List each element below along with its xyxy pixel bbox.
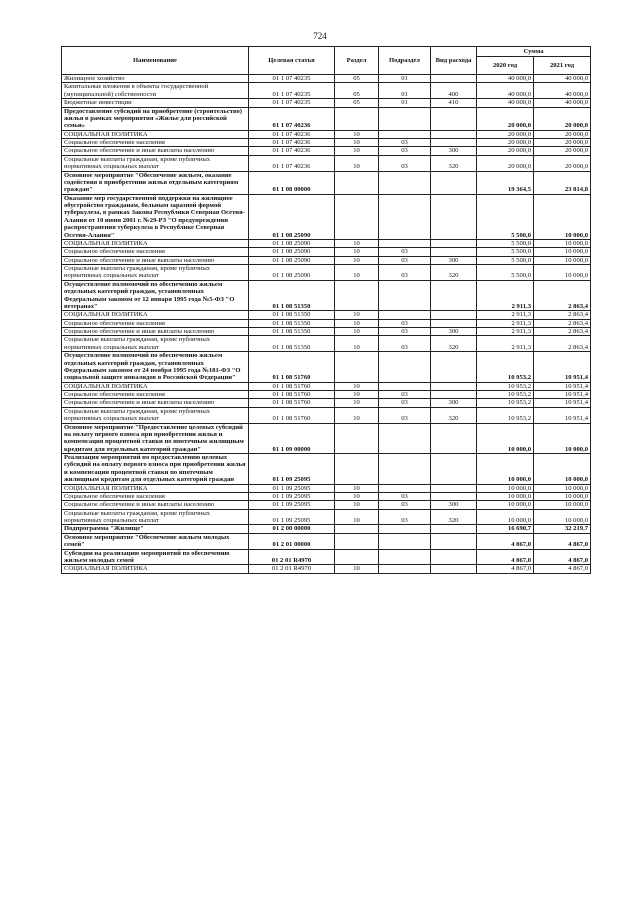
table-row — [62, 407, 591, 423]
row-amount-2021: 10 000,0 — [534, 248, 591, 256]
row-name: Жилищное хозяйство — [62, 75, 249, 83]
row-target-article: 01 1 09 25095 — [249, 501, 335, 509]
table-row — [62, 484, 591, 492]
row-amount-2020: 5 500,0 — [477, 194, 534, 239]
table-row — [62, 399, 591, 407]
row-amount-2020: 20 000,0 — [477, 130, 534, 138]
row-subsection — [379, 565, 431, 573]
row-amount-2020: 10 000,0 — [477, 454, 534, 485]
row-subsection: 03 — [379, 265, 431, 281]
row-expense-type — [431, 139, 477, 147]
row-section: 10 — [335, 155, 379, 171]
row-amount-2020: 5 500,0 — [477, 248, 534, 256]
row-expense-type — [431, 352, 477, 383]
row-name: Социальные выплаты гражданам, кроме публичных нормативных социальных выплат — [62, 336, 249, 352]
row-expense-type — [431, 382, 477, 390]
row-subsection: 03 — [379, 509, 431, 525]
row-expense-type — [431, 75, 477, 83]
table-row — [62, 75, 591, 83]
row-name: СОЦИАЛЬНАЯ ПОЛИТИКА — [62, 239, 249, 247]
row-name: Социальные выплаты гражданам, кроме публичных нормативных социальных выплат — [62, 265, 249, 281]
row-target-article: 01 1 09 25095 — [249, 454, 335, 485]
table-row — [62, 83, 591, 99]
row-section: 10 — [335, 147, 379, 155]
row-section — [335, 549, 379, 565]
row-expense-type — [431, 525, 477, 533]
row-expense-type: 320 — [431, 336, 477, 352]
row-target-article: 01 1 07 40236 — [249, 139, 335, 147]
table-row — [62, 501, 591, 509]
row-amount-2020: 2 911,3 — [477, 328, 534, 336]
row-target-article: 01 1 07 40236 — [249, 147, 335, 155]
table-row — [62, 280, 591, 311]
row-section — [335, 280, 379, 311]
row-expense-type — [431, 311, 477, 319]
row-expense-type — [431, 391, 477, 399]
row-section: 10 — [335, 336, 379, 352]
row-subsection: 03 — [379, 407, 431, 423]
table-row — [62, 319, 591, 327]
row-target-article: 01 1 09 25095 — [249, 509, 335, 525]
row-amount-2020: 10 953,2 — [477, 391, 534, 399]
row-expense-type: 300 — [431, 328, 477, 336]
row-section: 10 — [335, 391, 379, 399]
row-name: Предоставление субсидий на приобретение (строительство) жилья в рамках мероприятия «Жилье для российской семьи» — [62, 107, 249, 130]
row-expense-type — [431, 239, 477, 247]
row-target-article: 01 1 08 51350 — [249, 311, 335, 319]
row-amount-2020: 2 911,3 — [477, 336, 534, 352]
row-amount-2021: 10 000,0 — [534, 423, 591, 454]
row-subsection: 03 — [379, 248, 431, 256]
table-row — [62, 130, 591, 138]
row-amount-2020: 40 000,0 — [477, 75, 534, 83]
row-amount-2021: 32 219,7 — [534, 525, 591, 533]
row-name: Социальное обеспечение населения — [62, 319, 249, 327]
row-amount-2020: 10 000,0 — [477, 423, 534, 454]
row-target-article: 01 1 08 00000 — [249, 171, 335, 194]
table-row — [62, 454, 591, 485]
row-section: 10 — [335, 382, 379, 390]
row-name: Социальное обеспечение и иные выплаты населению — [62, 399, 249, 407]
row-amount-2021: 10 951,4 — [534, 399, 591, 407]
table-row — [62, 423, 591, 454]
row-amount-2020: 10 000,0 — [477, 501, 534, 509]
row-amount-2020: 16 690,7 — [477, 525, 534, 533]
row-subsection — [379, 423, 431, 454]
table-row — [62, 525, 591, 533]
row-amount-2021: 10 951,4 — [534, 391, 591, 399]
row-section: 10 — [335, 328, 379, 336]
row-amount-2021: 2 863,4 — [534, 336, 591, 352]
row-subsection — [379, 171, 431, 194]
row-name: Основное мероприятие "Предоставление целевых субсидий на оплату первого взноса при приобретении жилья и компенсация процентной ставки по ипотечным жилищным кредитам для отдельных категорий граждан" — [62, 423, 249, 454]
row-expense-type — [431, 533, 477, 549]
row-amount-2021: 2 863,4 — [534, 319, 591, 327]
row-section — [335, 533, 379, 549]
row-subsection: 03 — [379, 256, 431, 264]
row-subsection — [379, 311, 431, 319]
header-target-article: Целевая статья — [249, 47, 335, 75]
row-target-article: 01 1 08 51350 — [249, 336, 335, 352]
row-target-article: 01 1 08 25090 — [249, 256, 335, 264]
row-name: Осуществление полномочий по обеспечению жильем отдельных категорий граждан, установленных Федеральным законом от 24 ноября 1995 года №181-ФЗ "О социальной защите инвалидов в Российской Федерации" — [62, 352, 249, 383]
row-section — [335, 525, 379, 533]
table-row — [62, 352, 591, 383]
row-subsection — [379, 280, 431, 311]
row-subsection — [379, 533, 431, 549]
row-amount-2020: 5 500,0 — [477, 239, 534, 247]
row-expense-type: 410 — [431, 99, 477, 107]
row-name: СОЦИАЛЬНАЯ ПОЛИТИКА — [62, 311, 249, 319]
row-name: Субсидии на реализацию мероприятий по обеспечению жильем молодых семей — [62, 549, 249, 565]
row-subsection — [379, 382, 431, 390]
row-amount-2020: 40 000,0 — [477, 83, 534, 99]
table-row — [62, 248, 591, 256]
row-expense-type — [431, 319, 477, 327]
row-amount-2020: 40 000,0 — [477, 99, 534, 107]
table-row — [62, 171, 591, 194]
header-section: Раздел — [335, 47, 379, 75]
row-amount-2020: 10 953,2 — [477, 399, 534, 407]
row-subsection: 03 — [379, 319, 431, 327]
row-subsection: 03 — [379, 391, 431, 399]
row-expense-type: 300 — [431, 147, 477, 155]
row-subsection: 01 — [379, 83, 431, 99]
row-amount-2020: 2 911,3 — [477, 280, 534, 311]
row-amount-2021: 10 951,4 — [534, 352, 591, 383]
row-section: 10 — [335, 319, 379, 327]
row-amount-2020: 2 911,3 — [477, 319, 534, 327]
row-target-article: 01 1 08 51350 — [249, 319, 335, 327]
table-row — [62, 107, 591, 130]
row-target-article: 01 1 08 25090 — [249, 265, 335, 281]
row-subsection: 01 — [379, 75, 431, 83]
row-expense-type — [431, 248, 477, 256]
row-target-article: 01 1 07 40236 — [249, 107, 335, 130]
table-row — [62, 549, 591, 565]
table-row — [62, 565, 591, 573]
row-subsection: 03 — [379, 139, 431, 147]
row-subsection: 03 — [379, 336, 431, 352]
row-amount-2021: 10 000,0 — [534, 492, 591, 500]
row-section: 10 — [335, 492, 379, 500]
row-expense-type — [431, 280, 477, 311]
row-amount-2021: 10 000,0 — [534, 265, 591, 281]
row-section: 05 — [335, 99, 379, 107]
row-amount-2020: 10 000,0 — [477, 509, 534, 525]
row-target-article: 01 2 01 R4970 — [249, 565, 335, 573]
row-expense-type — [431, 423, 477, 454]
row-amount-2021: 2 863,4 — [534, 311, 591, 319]
row-section: 10 — [335, 256, 379, 264]
row-amount-2020: 10 000,0 — [477, 484, 534, 492]
row-section — [335, 454, 379, 485]
row-amount-2021: 20 000,0 — [534, 139, 591, 147]
page-number: 724 — [313, 31, 327, 41]
row-amount-2021: 4 867,0 — [534, 533, 591, 549]
row-amount-2020: 4 867,0 — [477, 549, 534, 565]
row-amount-2020: 10 953,2 — [477, 352, 534, 383]
row-name: Социальное обеспечение и иные выплаты населению — [62, 256, 249, 264]
budget-table — [61, 46, 591, 574]
header-expense-type: Вид расхода — [431, 47, 477, 75]
row-target-article: 01 2 01 R4970 — [249, 549, 335, 565]
table-row — [62, 139, 591, 147]
row-subsection: 03 — [379, 147, 431, 155]
table-row — [62, 509, 591, 525]
row-section: 10 — [335, 248, 379, 256]
table-row — [62, 533, 591, 549]
row-subsection — [379, 454, 431, 485]
row-expense-type: 320 — [431, 407, 477, 423]
header-subsection: Подраздел — [379, 47, 431, 75]
row-expense-type: 300 — [431, 256, 477, 264]
row-amount-2020: 20 000,0 — [477, 139, 534, 147]
row-amount-2021: 10 000,0 — [534, 509, 591, 525]
row-name: Основное мероприятие "Обеспечение жильем, оказание содействия в приобретении жилья отдельным категориям граждан" — [62, 171, 249, 194]
row-amount-2020: 20 000,0 — [477, 107, 534, 130]
row-amount-2021: 10 951,4 — [534, 382, 591, 390]
row-amount-2021: 20 000,0 — [534, 107, 591, 130]
row-section — [335, 107, 379, 130]
row-section — [335, 423, 379, 454]
row-name: Оказание мер государственной поддержки на жилищное обустройство гражданам, больным заразной формой туберкулеза, в рамках Закона Республики Северная Осетия-Алания от 10 июня 2001 г. №29-РЗ "О предупреждении распространения туберкулеза в Республике Северная Осетия-Алания" — [62, 194, 249, 239]
row-name: СОЦИАЛЬНАЯ ПОЛИТИКА — [62, 130, 249, 138]
row-subsection: 03 — [379, 501, 431, 509]
row-target-article: 01 1 07 40235 — [249, 99, 335, 107]
row-subsection — [379, 484, 431, 492]
table-row — [62, 391, 591, 399]
row-section: 10 — [335, 509, 379, 525]
row-target-article: 01 1 08 51760 — [249, 352, 335, 383]
row-target-article: 01 1 08 51760 — [249, 382, 335, 390]
row-expense-type — [431, 107, 477, 130]
row-amount-2020: 2 911,3 — [477, 311, 534, 319]
row-name: Осуществление полномочий по обеспечению жильем отдельных категорий граждан, установленных Федеральным законом от 12 января 1995 года №5-ФЗ "О ветеранах" — [62, 280, 249, 311]
row-amount-2021: 2 863,4 — [534, 280, 591, 311]
row-name: Социальные выплаты гражданам, кроме публичных нормативных социальных выплат — [62, 509, 249, 525]
row-section: 10 — [335, 239, 379, 247]
row-name: Социальное обеспечение и иные выплаты населению — [62, 501, 249, 509]
table-row — [62, 147, 591, 155]
row-target-article: 01 1 07 40236 — [249, 130, 335, 138]
row-subsection — [379, 352, 431, 383]
row-expense-type: 400 — [431, 83, 477, 99]
row-amount-2021: 2 863,4 — [534, 328, 591, 336]
row-expense-type — [431, 492, 477, 500]
row-expense-type — [431, 171, 477, 194]
row-section: 10 — [335, 399, 379, 407]
header-sum: Сумма — [477, 47, 591, 57]
table-row — [62, 311, 591, 319]
row-subsection — [379, 194, 431, 239]
row-amount-2021: 10 000,0 — [534, 454, 591, 485]
row-expense-type — [431, 565, 477, 573]
row-target-article: 01 1 08 25090 — [249, 248, 335, 256]
row-name: Реализация мероприятий по предоставлению целевых субсидий на оплату первого взноса при приобретении жилья и компенсации процентной ставки по ипотечным жилищным кредитам для отдельных категорий граждан — [62, 454, 249, 485]
row-amount-2020: 5 500,0 — [477, 256, 534, 264]
row-amount-2021: 20 000,0 — [534, 130, 591, 138]
row-target-article: 01 1 09 25095 — [249, 492, 335, 500]
row-amount-2021: 10 951,4 — [534, 407, 591, 423]
row-target-article: 01 1 08 51760 — [249, 399, 335, 407]
table-row — [62, 336, 591, 352]
row-name: СОЦИАЛЬНАЯ ПОЛИТИКА — [62, 565, 249, 573]
table-row — [62, 194, 591, 239]
row-amount-2020: 10 953,2 — [477, 382, 534, 390]
row-target-article: 01 1 08 51760 — [249, 407, 335, 423]
row-amount-2020: 5 500,0 — [477, 265, 534, 281]
row-amount-2021: 4 867,0 — [534, 565, 591, 573]
row-target-article: 01 1 09 25095 — [249, 484, 335, 492]
row-name: Социальное обеспечение населения — [62, 391, 249, 399]
row-name: Социальное обеспечение населения — [62, 492, 249, 500]
row-subsection — [379, 107, 431, 130]
row-section: 10 — [335, 130, 379, 138]
row-section — [335, 352, 379, 383]
row-target-article: 01 1 09 00000 — [249, 423, 335, 454]
row-name: СОЦИАЛЬНАЯ ПОЛИТИКА — [62, 382, 249, 390]
row-expense-type — [431, 194, 477, 239]
row-target-article: 01 1 07 40236 — [249, 155, 335, 171]
row-target-article: 01 1 08 51350 — [249, 280, 335, 311]
row-amount-2020: 4 867,0 — [477, 565, 534, 573]
row-subsection: 03 — [379, 328, 431, 336]
row-expense-type — [431, 130, 477, 138]
row-amount-2021: 20 000,0 — [534, 147, 591, 155]
row-amount-2021: 10 000,0 — [534, 484, 591, 492]
row-expense-type: 320 — [431, 155, 477, 171]
row-subsection — [379, 549, 431, 565]
row-subsection — [379, 130, 431, 138]
row-subsection: 01 — [379, 99, 431, 107]
row-name: Социальное обеспечение и иные выплаты населению — [62, 147, 249, 155]
row-name: Основное мероприятие "Обеспечение жильем молодых семей" — [62, 533, 249, 549]
row-section: 10 — [335, 407, 379, 423]
row-amount-2021: 40 000,0 — [534, 99, 591, 107]
row-subsection — [379, 239, 431, 247]
table-row — [62, 99, 591, 107]
row-name: Социальные выплаты гражданам, кроме публичных нормативных социальных выплат — [62, 407, 249, 423]
row-name: Подпрограмма "Жилище" — [62, 525, 249, 533]
row-subsection — [379, 525, 431, 533]
row-target-article: 01 1 07 40235 — [249, 83, 335, 99]
row-subsection: 03 — [379, 399, 431, 407]
row-amount-2021: 10 000,0 — [534, 239, 591, 247]
row-amount-2021: 10 000,0 — [534, 256, 591, 264]
row-name: Социальные выплаты гражданам, кроме публичных нормативных социальных выплат — [62, 155, 249, 171]
row-section — [335, 194, 379, 239]
row-amount-2021: 20 000,0 — [534, 155, 591, 171]
row-target-article: 01 1 08 25090 — [249, 194, 335, 239]
row-target-article: 01 1 08 51350 — [249, 328, 335, 336]
row-expense-type: 300 — [431, 501, 477, 509]
row-amount-2021: 10 000,0 — [534, 194, 591, 239]
row-section: 05 — [335, 83, 379, 99]
row-section: 10 — [335, 311, 379, 319]
row-amount-2020: 10 953,2 — [477, 407, 534, 423]
table-body — [62, 75, 591, 574]
row-amount-2021: 10 000,0 — [534, 501, 591, 509]
row-section: 05 — [335, 75, 379, 83]
header-name: Наименование — [62, 47, 249, 75]
row-target-article: 01 2 01 00000 — [249, 533, 335, 549]
header-2021: 2021 год — [534, 57, 591, 75]
table-row — [62, 155, 591, 171]
row-amount-2020: 10 000,0 — [477, 492, 534, 500]
table-row — [62, 492, 591, 500]
row-expense-type — [431, 454, 477, 485]
row-subsection: 03 — [379, 155, 431, 171]
row-section: 10 — [335, 265, 379, 281]
row-name: Социальное обеспечение и иные выплаты населению — [62, 328, 249, 336]
row-section: 10 — [335, 565, 379, 573]
row-amount-2020: 20 000,0 — [477, 147, 534, 155]
row-target-article: 01 2 00 00000 — [249, 525, 335, 533]
table-header — [62, 47, 591, 75]
row-amount-2021: 23 814,8 — [534, 171, 591, 194]
row-target-article: 01 1 08 51760 — [249, 391, 335, 399]
table-row — [62, 256, 591, 264]
row-name: СОЦИАЛЬНАЯ ПОЛИТИКА — [62, 484, 249, 492]
row-section: 10 — [335, 484, 379, 492]
row-amount-2020: 19 364,5 — [477, 171, 534, 194]
table-row — [62, 382, 591, 390]
header-2020: 2020 год — [477, 57, 534, 75]
row-amount-2021: 40 000,0 — [534, 83, 591, 99]
row-amount-2021: 4 867,0 — [534, 549, 591, 565]
row-expense-type: 320 — [431, 509, 477, 525]
row-section — [335, 171, 379, 194]
row-name: Социальное обеспечение населения — [62, 139, 249, 147]
row-amount-2020: 20 000,0 — [477, 155, 534, 171]
row-target-article: 01 1 08 25090 — [249, 239, 335, 247]
table-row — [62, 265, 591, 281]
row-expense-type: 300 — [431, 399, 477, 407]
row-expense-type — [431, 484, 477, 492]
row-target-article: 01 1 07 40235 — [249, 75, 335, 83]
row-name: Капитальные вложения в объекты государственной (муниципальной) собственности — [62, 83, 249, 99]
row-expense-type: 320 — [431, 265, 477, 281]
row-name: Социальное обеспечение населения — [62, 248, 249, 256]
row-expense-type — [431, 549, 477, 565]
table-row — [62, 239, 591, 247]
row-section: 10 — [335, 501, 379, 509]
row-section: 10 — [335, 139, 379, 147]
row-amount-2021: 40 000,0 — [534, 75, 591, 83]
table-row — [62, 328, 591, 336]
row-subsection: 03 — [379, 492, 431, 500]
row-amount-2020: 4 867,0 — [477, 533, 534, 549]
row-name: Бюджетные инвестиции — [62, 99, 249, 107]
